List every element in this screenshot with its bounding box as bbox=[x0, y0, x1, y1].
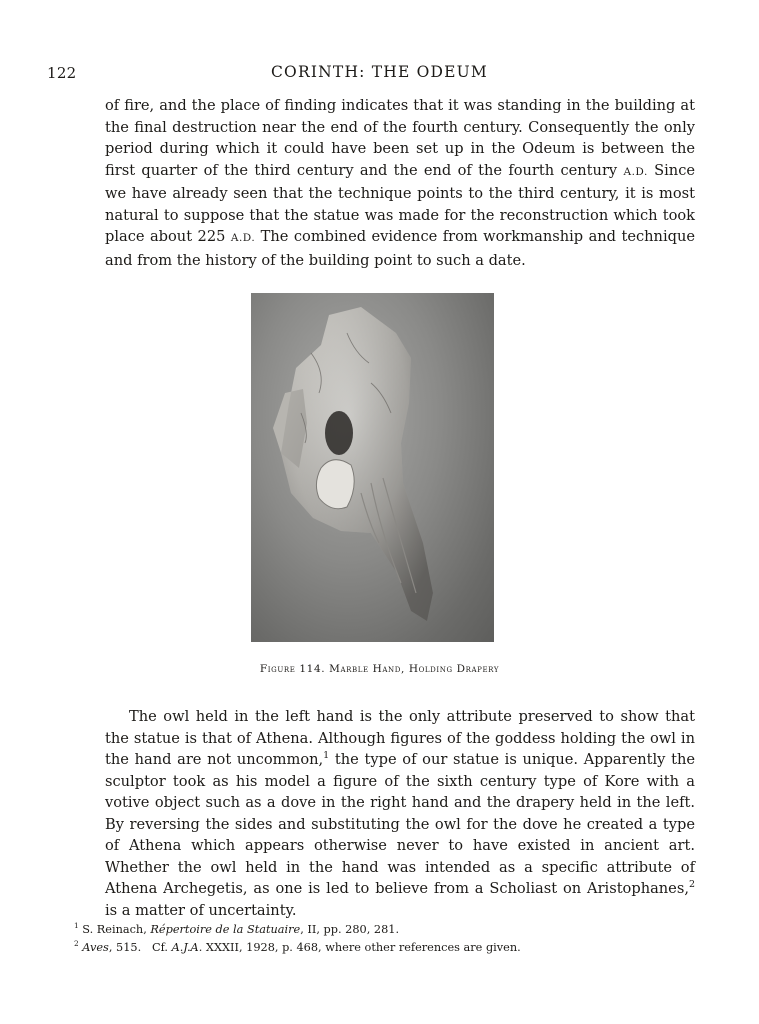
paragraph-1-text-a: of fire, and the place of finding indicates that it was standing in the building at the final destruction near the end of the fourth century. Consequently the only period during which it could have been set up in the Odeum is between the first quarter of the third century and the end of the fourth century bbox=[105, 97, 695, 179]
footnote-marker: 1 bbox=[74, 921, 79, 931]
figure-caption: Figure 114. Marble Hand, Holding Drapery bbox=[259, 663, 500, 675]
marble-fragment-illustration bbox=[251, 293, 494, 642]
era-abbreviation: A.D. bbox=[623, 165, 648, 178]
footnote-1 bbox=[74, 921, 694, 939]
footnote-title: Répertoire de la Statuaire bbox=[150, 923, 301, 936]
hand-fingers bbox=[316, 460, 354, 509]
paragraph-2-text-c: is a matter of uncertainty. bbox=[105, 901, 297, 919]
footnote-2 bbox=[74, 939, 694, 957]
footnote-reference-2: 2 bbox=[688, 879, 695, 891]
paragraph-1-text-b: Since we have already seen that the technique points to the third century, it is most natural to suppose that the statue was made for the reconstruction which took place about 225 bbox=[105, 161, 696, 245]
footnote-text: XXXII, 1928, p. 468, where other references are given. bbox=[202, 940, 521, 954]
hand-cavity bbox=[325, 411, 353, 455]
paragraph-2-text-b: the type of our statue is unique. Apparently the sculptor took as his model a figure of the sixth century type of Kore with a votive object such as a dove in the right hand and the drapery held in the left. By reversing the sides and substituting the owl for the dove he created a type of Athena which appears otherwise never to have existed in ancient art. Whether the owl held in the hand was intended as a specific attribute of Athena Archegetis, as one is led to believe from a Scholiast on Aristophanes, bbox=[105, 751, 696, 897]
footnote-title: Aves bbox=[82, 940, 109, 954]
footnote-text: , 515. Cf. bbox=[108, 940, 172, 954]
marble-hand-photograph bbox=[251, 293, 494, 642]
footnote-journal: A.J.A. bbox=[171, 940, 203, 954]
page-number: 122 bbox=[47, 64, 77, 82]
running-title: CORINTH: THE ODEUM bbox=[270, 63, 488, 81]
footnotes bbox=[74, 921, 694, 956]
body-paragraph-1 bbox=[105, 95, 695, 271]
body-paragraph-2 bbox=[105, 706, 695, 921]
paragraph-2-text-a: The owl held in the left hand is the only attribute preserved to show that the statue is that of Athena. Although figures of the goddess holding the owl in the hand are not uncommon, bbox=[105, 708, 695, 768]
footnote-text: , II, pp. 280, 281. bbox=[300, 923, 400, 936]
era-abbreviation: A.D. bbox=[230, 232, 256, 244]
footnote-marker: 2 bbox=[74, 938, 79, 948]
footnote-text: S. Reinach, bbox=[82, 923, 151, 936]
footnote-reference-1: 1 bbox=[323, 750, 330, 762]
paragraph-1-text-c: The combined evidence from workmanship and technique and from the history of the building point to such a date. bbox=[105, 228, 695, 269]
